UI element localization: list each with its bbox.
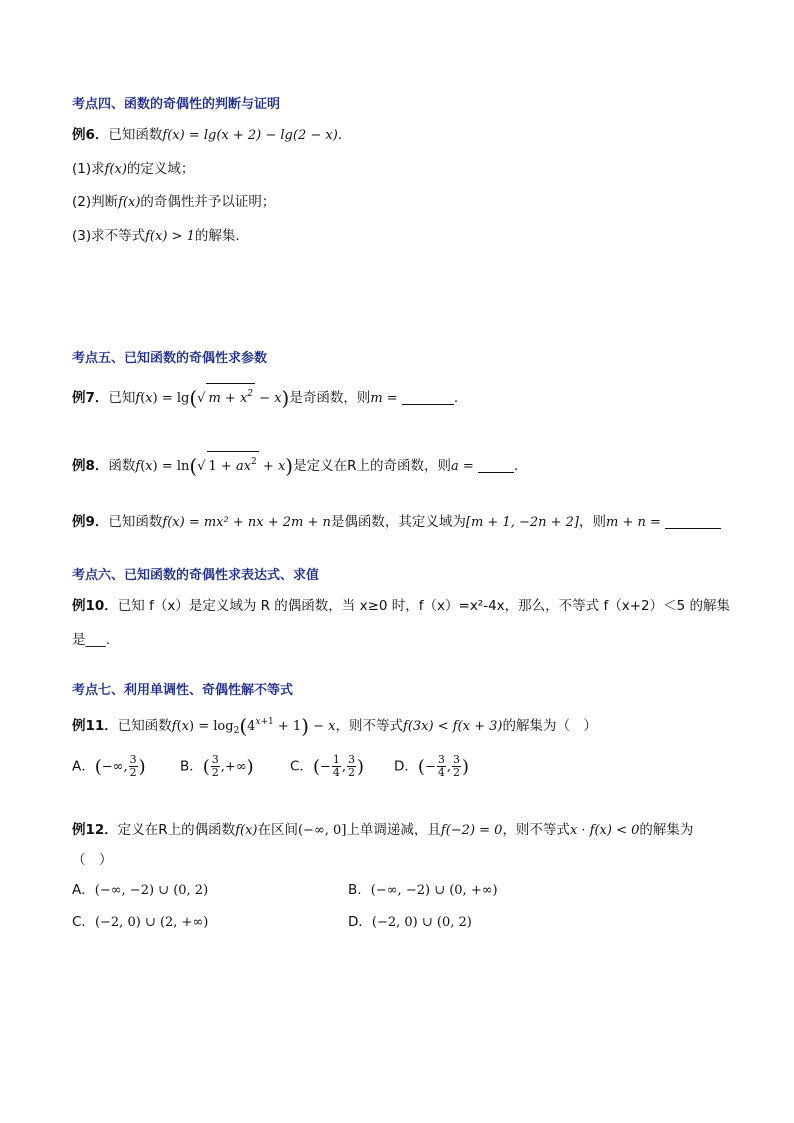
option-b[interactable] bbox=[348, 880, 498, 901]
formula: ( bbox=[417, 756, 425, 778]
answer-paren: （ ） bbox=[72, 852, 113, 868]
option-letter: C． bbox=[72, 914, 95, 930]
option-c[interactable] bbox=[72, 912, 208, 933]
formula: f(x) > 1 bbox=[145, 229, 195, 244]
example-text: 是定义在R上的奇函数，则 bbox=[293, 458, 451, 474]
formula: ,+∞ bbox=[220, 759, 247, 775]
formula: −∞, bbox=[101, 759, 128, 775]
formula: ( bbox=[94, 756, 102, 778]
question-text: 的奇偶性并予以证明； bbox=[140, 194, 276, 210]
example-10-cont: 是___. bbox=[72, 632, 111, 648]
question-text: 的定义域； bbox=[126, 161, 195, 177]
example-text: 的解集为 bbox=[639, 822, 694, 838]
formula: − x bbox=[255, 391, 282, 406]
option-letter: A． bbox=[72, 758, 95, 775]
fraction: $\frac{1}{4}$ bbox=[332, 753, 340, 779]
example-12 bbox=[72, 820, 693, 841]
example-9 bbox=[72, 512, 721, 533]
formula: f bbox=[135, 459, 141, 474]
example-text: 已知函数 bbox=[117, 718, 172, 734]
formula: √ bbox=[197, 459, 206, 474]
formula: ( bbox=[189, 454, 198, 478]
example-10 bbox=[72, 596, 730, 616]
example-text: ，则不等式 bbox=[335, 718, 404, 734]
formula: f(x) = lg(x + 2) − lg(2 − x) bbox=[162, 128, 338, 143]
formula: x bbox=[145, 459, 153, 474]
example-text: 的解集为（ ） bbox=[502, 718, 597, 734]
formula: √ bbox=[197, 391, 206, 406]
option-d[interactable] bbox=[394, 754, 469, 779]
formula: ( bbox=[202, 756, 210, 778]
option-letter: C． bbox=[290, 758, 313, 775]
example-text: 函数 bbox=[108, 458, 136, 474]
formula: ( bbox=[189, 386, 198, 410]
example-11 bbox=[72, 712, 597, 741]
formula: − bbox=[424, 759, 436, 775]
formula: ( bbox=[239, 714, 248, 738]
example-label: 例12． bbox=[72, 822, 118, 838]
question-text: (2)判断 bbox=[72, 194, 119, 210]
formula: ) bbox=[357, 756, 365, 778]
example-text: 已知函数 bbox=[108, 127, 163, 143]
example-label: 例7． bbox=[72, 390, 109, 406]
section-heading-4: 考点四、函数的奇偶性的判断与证明 bbox=[72, 97, 281, 112]
example-text: 已知函数 bbox=[108, 514, 163, 530]
formula: ( bbox=[312, 756, 320, 778]
fraction: $\frac{3}{2}$ bbox=[452, 753, 460, 779]
question-text: 的解集. bbox=[194, 228, 240, 244]
example-text: 在区间 bbox=[257, 822, 298, 838]
end-mark: . bbox=[513, 458, 519, 474]
option-letter: B． bbox=[180, 758, 203, 775]
question-2 bbox=[72, 192, 275, 213]
formula: f(x) bbox=[118, 195, 141, 210]
formula: + x bbox=[258, 459, 286, 474]
example-label: 例8． bbox=[72, 458, 109, 474]
formula: ) bbox=[461, 756, 470, 778]
answer-blank[interactable] bbox=[665, 514, 721, 529]
answer-blank[interactable] bbox=[402, 390, 454, 405]
question-3 bbox=[72, 226, 240, 247]
option-letter: D． bbox=[348, 914, 372, 930]
formula: $m + x^2$ bbox=[206, 383, 255, 409]
example-text: 是奇函数，则 bbox=[289, 390, 371, 406]
fraction: $\frac{3}{2}$ bbox=[211, 753, 219, 779]
section-heading-7: 考点七、利用单调性、奇偶性解不等式 bbox=[72, 683, 294, 698]
formula: ) = $\log_2$ bbox=[189, 719, 240, 736]
formula: x bbox=[181, 719, 190, 734]
section-heading-6: 考点六、已知函数的奇偶性求表达式、求值 bbox=[72, 568, 320, 583]
example-text: 是偶函数，其定义域为 bbox=[330, 514, 466, 530]
formula: ) bbox=[246, 756, 254, 778]
answer-blank[interactable] bbox=[478, 458, 514, 473]
formula: f(−2) = 0 bbox=[440, 823, 503, 838]
end-mark: . bbox=[337, 127, 343, 143]
equals: = bbox=[458, 459, 478, 474]
inequality: x · f(x) < 0 bbox=[569, 823, 640, 838]
option-b[interactable] bbox=[180, 754, 254, 779]
formula: ) = lg bbox=[152, 391, 190, 406]
example-text: 已知 f（x）是定义域为 R 的偶函数，当 x≥0 时，f（x）=x²-4x，那么，不等式 f（x+2）＜5 的解集 bbox=[117, 598, 730, 614]
example-label: 例10． bbox=[72, 598, 118, 614]
example-label: 例11． bbox=[72, 718, 118, 734]
option-a[interactable] bbox=[72, 754, 146, 779]
formula: , bbox=[341, 759, 347, 775]
formula: ) = ln bbox=[152, 459, 190, 474]
question-text: (1)求 bbox=[72, 161, 105, 177]
question-text: (3)求不等式 bbox=[72, 228, 146, 244]
fraction: $\frac{3}{2}$ bbox=[348, 753, 356, 779]
option-letter: A． bbox=[72, 882, 95, 898]
option-c[interactable] bbox=[290, 754, 364, 779]
example-text: 定义在R上的偶函数 bbox=[117, 822, 236, 838]
formula: ( bbox=[140, 391, 146, 406]
interval: (−∞, 0] bbox=[297, 823, 347, 838]
variable: m bbox=[370, 391, 383, 406]
formula: f bbox=[171, 719, 177, 734]
equals: = bbox=[382, 391, 402, 406]
formula: $4^{x+1} + 1$ bbox=[247, 717, 302, 734]
example-label: 例6． bbox=[72, 127, 109, 143]
formula: x bbox=[145, 391, 153, 406]
formula: ) bbox=[138, 756, 146, 778]
fraction: $\frac{3}{2}$ bbox=[129, 753, 137, 779]
option-value: (−∞, −2) ∪ (0, 2) bbox=[94, 883, 209, 898]
example-8 bbox=[72, 451, 518, 477]
option-letter: D． bbox=[394, 758, 418, 775]
option-a[interactable] bbox=[72, 880, 208, 901]
option-letter: B． bbox=[348, 882, 371, 898]
end-mark: . bbox=[453, 390, 459, 406]
example-6 bbox=[72, 125, 342, 146]
example-text: ，则不等式 bbox=[502, 822, 570, 838]
formula: m + n = bbox=[606, 515, 666, 530]
formula: f(x) = mx² + nx + 2m + n bbox=[162, 515, 331, 530]
formula: , bbox=[446, 759, 451, 775]
formula: f(x) bbox=[235, 823, 258, 838]
option-value: (−2, 0) ∪ (0, 2) bbox=[371, 915, 472, 930]
formula: − x bbox=[309, 719, 336, 734]
formula: − bbox=[319, 759, 331, 775]
formula: ( bbox=[140, 459, 146, 474]
example-text: ，则 bbox=[579, 514, 607, 530]
formula: f(x) bbox=[104, 162, 127, 177]
question-1 bbox=[72, 159, 194, 180]
formula: $1 + ax^2$ bbox=[207, 451, 259, 477]
option-d[interactable] bbox=[348, 912, 472, 933]
variable: a bbox=[451, 459, 459, 474]
example-label: 例9． bbox=[72, 514, 109, 530]
example-7 bbox=[72, 383, 458, 409]
formula: ) bbox=[301, 714, 310, 738]
formula: ) bbox=[281, 386, 290, 410]
formula: ( bbox=[176, 719, 182, 734]
formula: f bbox=[135, 391, 141, 406]
option-value: (−2, 0) ∪ (2, +∞) bbox=[94, 915, 209, 930]
formula: ) bbox=[285, 454, 294, 478]
example-text: 上单调递减，且 bbox=[346, 822, 441, 838]
inequality: f(3x) < f(x + 3) bbox=[403, 719, 503, 734]
domain-interval: [m + 1, −2n + 2] bbox=[465, 515, 580, 530]
example-text: 已知 bbox=[108, 390, 136, 406]
fraction: $\frac{3}{4}$ bbox=[437, 753, 445, 779]
option-value: (−∞, −2) ∪ (0, +∞) bbox=[370, 883, 498, 898]
section-heading-5: 考点五、已知函数的奇偶性求参数 bbox=[72, 351, 268, 366]
